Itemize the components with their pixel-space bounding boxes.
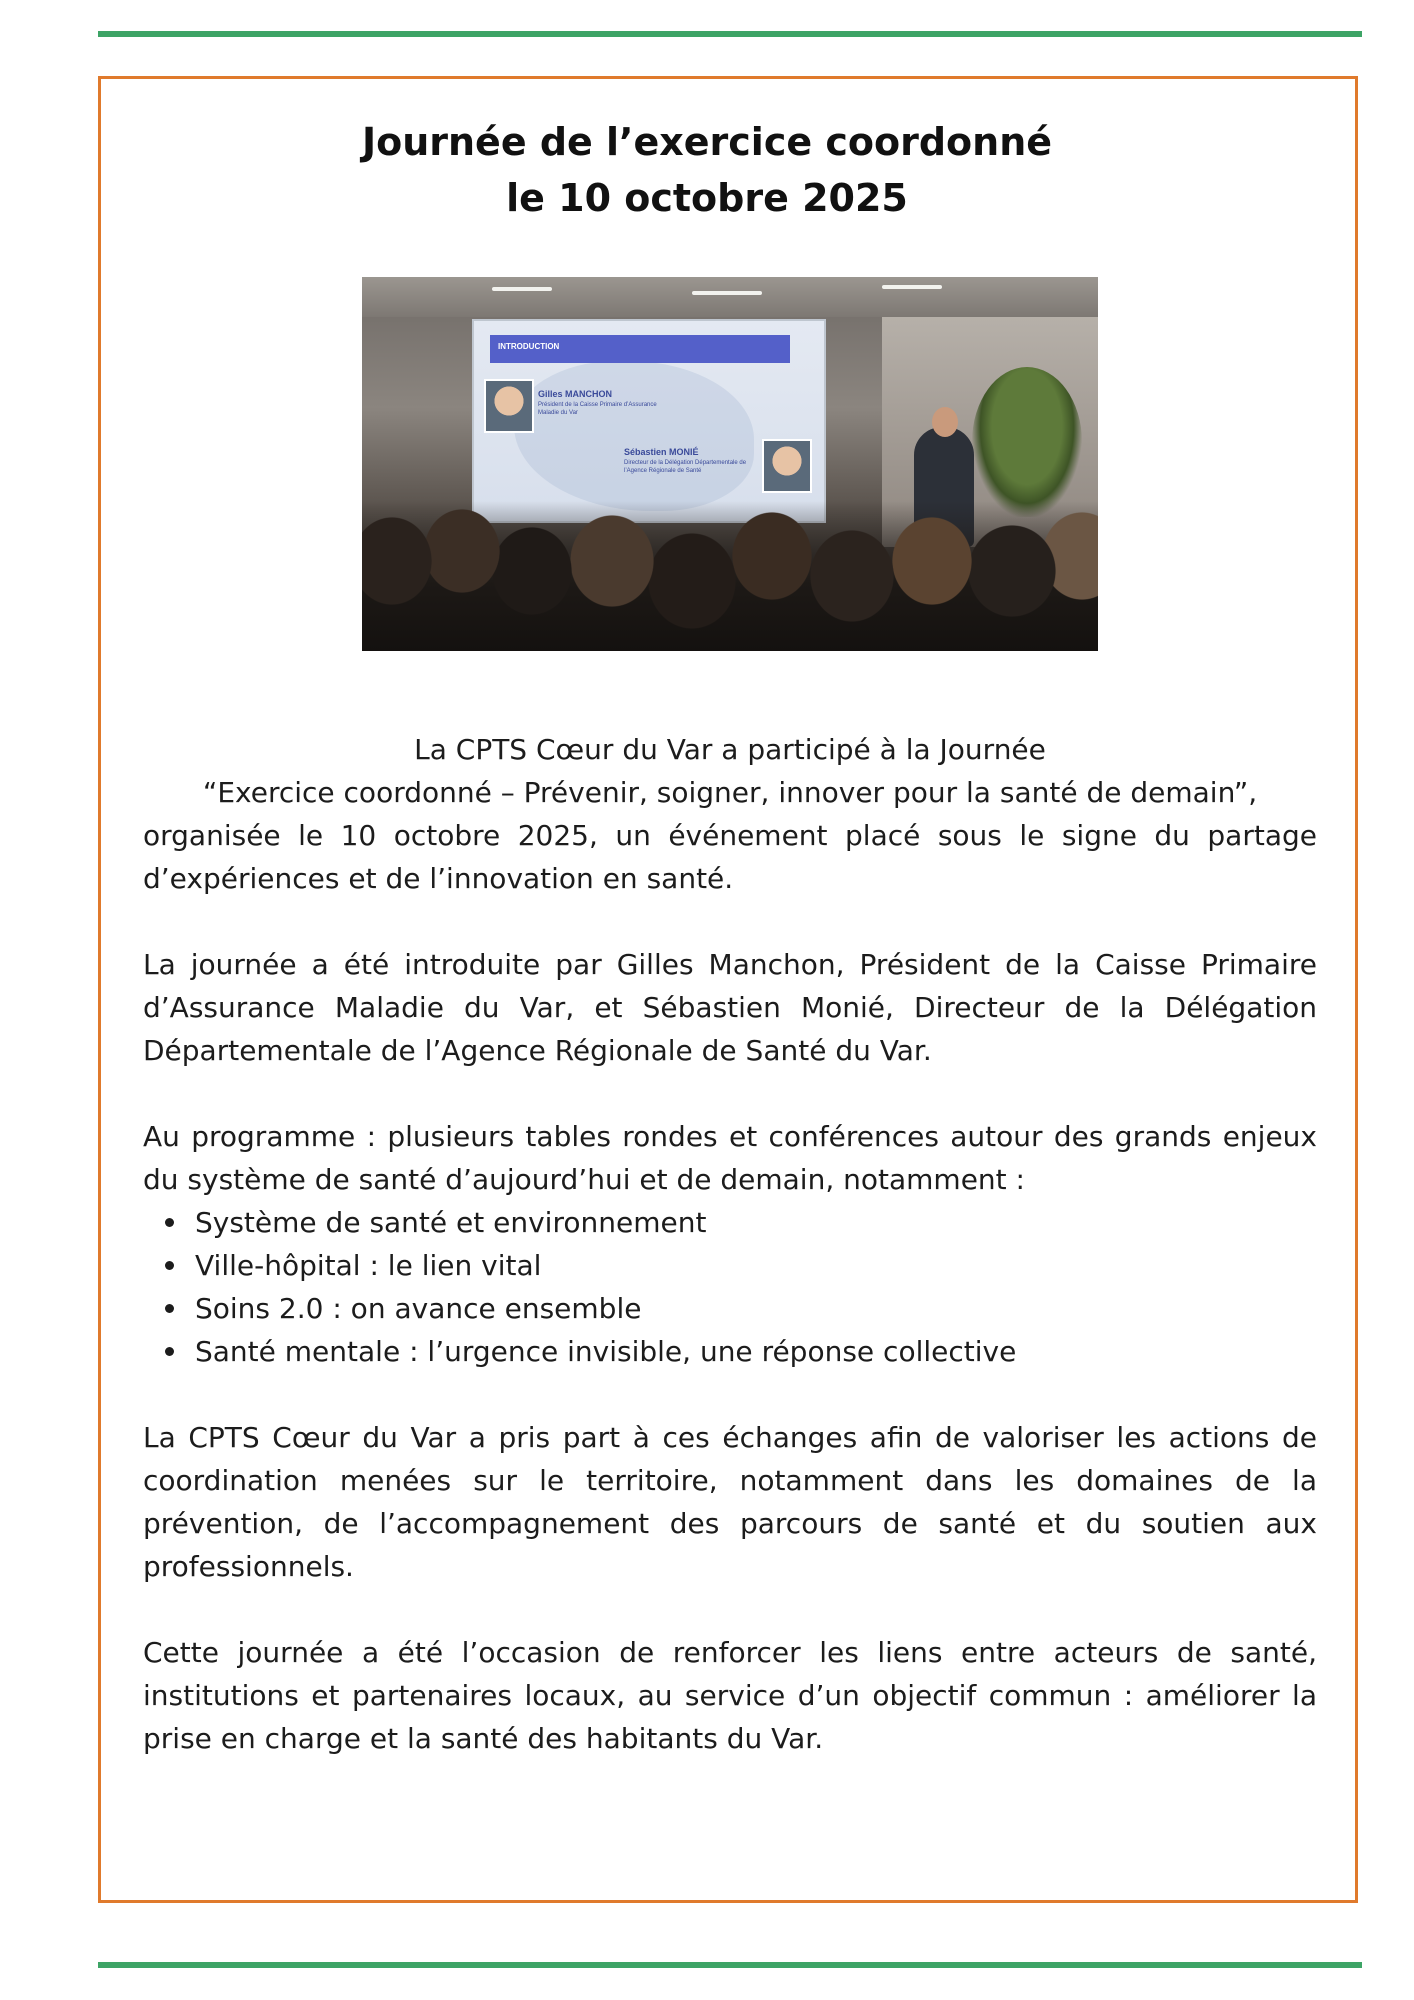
paragraph-conclusion: Cette journée a été l’occasion de renforcer les liens entre acteurs de santé, institutions et partenaires locaux, au service d’un objectif commun : améliorer la prise en charge et la santé des habitants du Var. (143, 1636, 1317, 1755)
intro-line-1: La CPTS Cœur du Var a participé à la Journée (414, 733, 1046, 766)
conference-photo (362, 277, 1098, 651)
bottom-green-rule (98, 1962, 1362, 1968)
paragraph-participation: La CPTS Cœur du Var a pris part à ces échanges afin de valoriser les actions de coordination menées sur le territoire, notamment dans les domaines de la prévention, de l’accompagnement des parcours de santé et du soutien aux professionnels. (143, 1421, 1317, 1583)
projection-screen (472, 319, 826, 523)
list-item: Santé mentale : l’urgence invisible, une réponse collective (195, 1330, 1317, 1373)
speaker2-name: Sébastien MONIÉ (624, 447, 699, 457)
speaker2-role: Directeur de la Délégation Départementale de l’Agence Régionale de Santé (624, 460, 747, 474)
slide-header-band (490, 335, 790, 363)
plant-shape (972, 367, 1082, 517)
speaker-head (932, 407, 958, 437)
topics-list (143, 1201, 1317, 1373)
speaker2-portrait (762, 439, 812, 493)
audience-crowd (362, 501, 1098, 651)
article-body (143, 728, 1317, 1760)
list-item: Soins 2.0 : on avance ensemble (195, 1287, 1317, 1330)
page-title (0, 114, 1414, 226)
slide-header-label: INTRODUCTION (498, 342, 560, 351)
title-line-1: Journée de l’exercice coordonné (361, 120, 1053, 164)
ceiling-lamp (692, 291, 762, 295)
ceiling-lamp (492, 287, 552, 291)
list-item: Système de santé et environnement (195, 1201, 1317, 1244)
photo-ceiling (362, 277, 1098, 317)
paragraph-gap (143, 900, 1317, 943)
list-item: Ville-hôpital : le lien vital (195, 1244, 1317, 1287)
paragraph-gap (143, 1588, 1317, 1631)
intro-line-2: “Exercice coordonné – Prévenir, soigner, innover pour la santé de demain”, (202, 776, 1258, 809)
title-line-2: le 10 octobre 2025 (506, 176, 908, 220)
speaker1-name: Gilles MANCHON (538, 389, 613, 399)
paragraph-programme: Au programme : plusieurs tables rondes et conférences autour des grands enjeux du système de santé d’aujourd’hui et de demain, notamment : (143, 1120, 1317, 1196)
speaker1-portrait (484, 379, 534, 433)
intro-line-3: organisée le 10 octobre 2025, un événement placé sous le signe du partage d’expériences et de l’innovation en santé. (143, 819, 1317, 895)
paragraph-gap (143, 1373, 1317, 1416)
speaker1-role: Président de la Caisse Primaire d’Assurance Maladie du Var (538, 402, 657, 416)
ceiling-lamp (882, 285, 942, 289)
paragraph-introduction: La journée a été introduite par Gilles Manchon, Président de la Caisse Primaire d’Assurance Maladie du Var, et Sébastien Monié, Directeur de la Délégation Départementale de l’Agence Régionale de Santé du Var. (143, 948, 1317, 1067)
top-green-rule (98, 31, 1362, 37)
paragraph-gap (143, 1072, 1317, 1115)
slide-map-shape (514, 361, 754, 511)
